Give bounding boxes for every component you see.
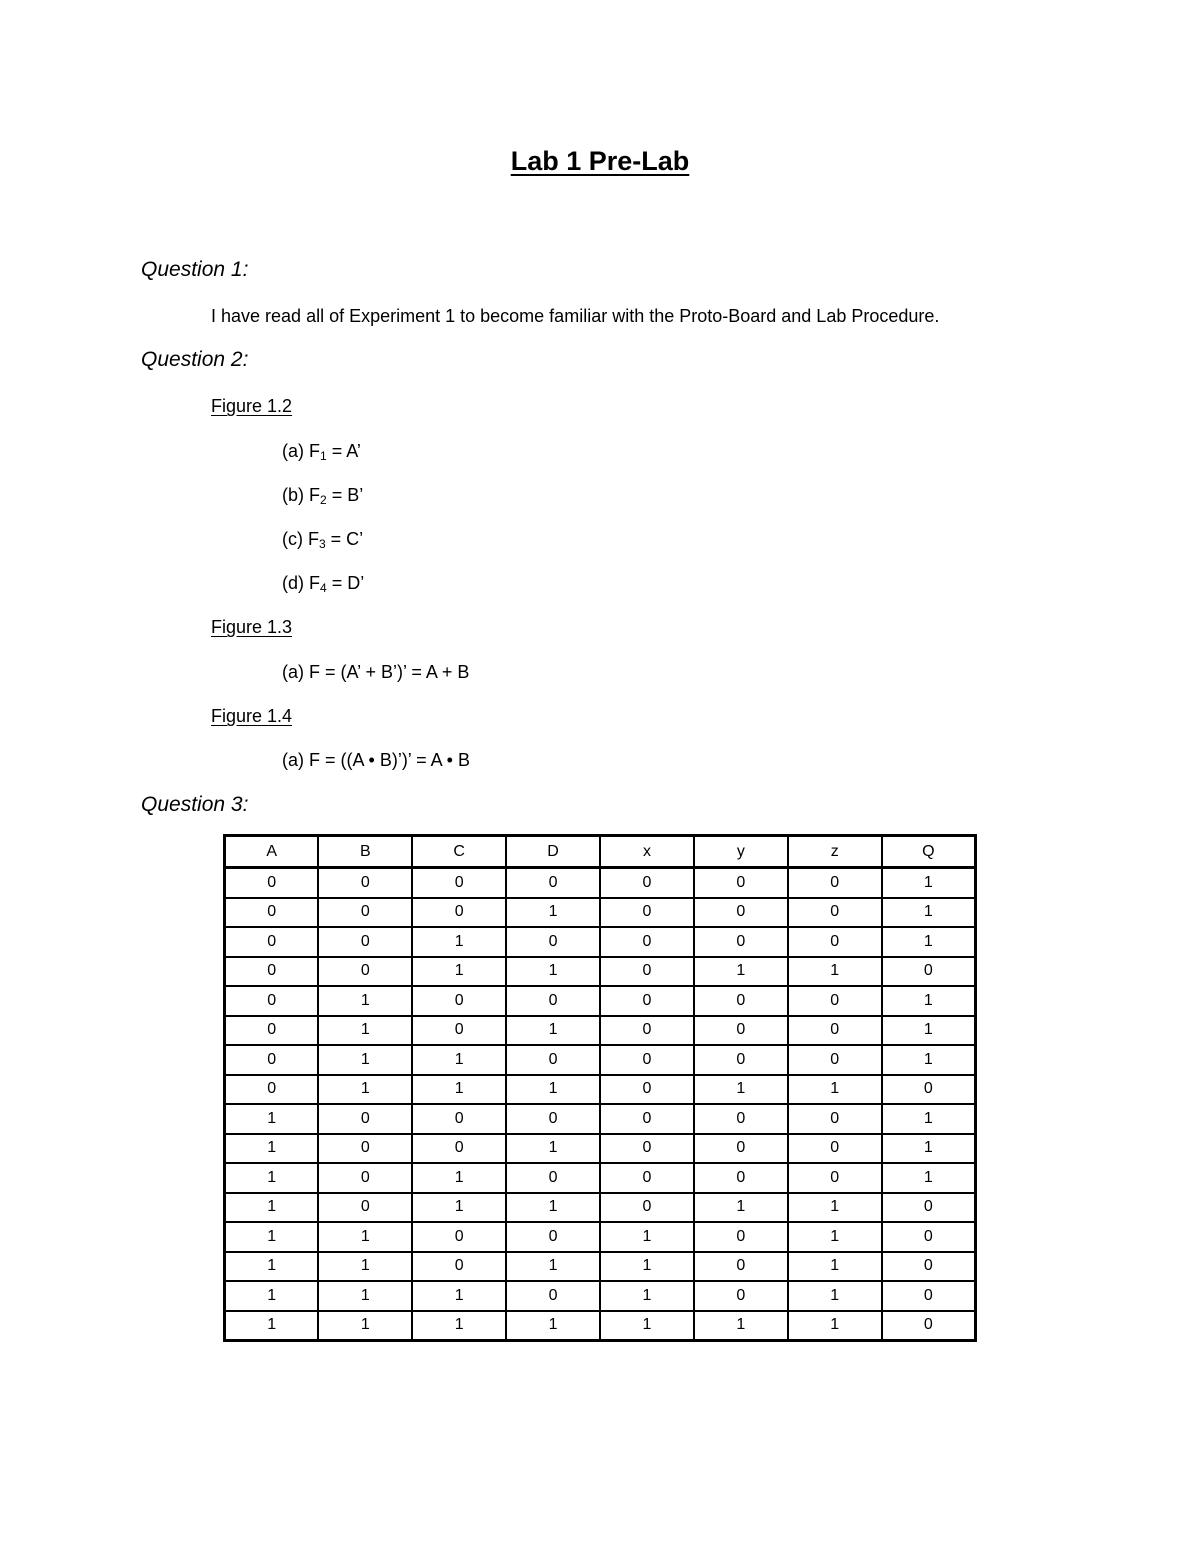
table-cell: 0 [694,1104,788,1134]
header-cell-x: x [600,836,694,868]
table-cell: 1 [506,1311,600,1341]
table-cell: 1 [882,927,976,957]
table-row [225,1104,976,1134]
table-cell: 1 [225,1193,319,1223]
table-cell: 1 [600,1222,694,1252]
table-cell: 0 [882,1193,976,1223]
header-cell-q: Q [882,836,976,868]
table-cell: 0 [318,1104,412,1134]
table-cell: 0 [506,1045,600,1075]
table-cell: 0 [225,1075,319,1105]
table-cell: 0 [600,1193,694,1223]
table-row [225,1252,976,1282]
table-cell: 0 [412,898,506,928]
table-row [225,957,976,987]
table-cell: 1 [412,957,506,987]
table-cell: 0 [600,1134,694,1164]
table-cell: 1 [788,1281,882,1311]
table-cell: 0 [600,1163,694,1193]
table-cell: 0 [318,927,412,957]
table-cell: 0 [225,898,319,928]
table-cell: 0 [225,1045,319,1075]
table-cell: 0 [506,1281,600,1311]
table-cell: 0 [882,957,976,987]
table-cell: 0 [412,1252,506,1282]
table-cell: 0 [788,1045,882,1075]
table-cell: 1 [506,1193,600,1223]
table-cell: 0 [882,1281,976,1311]
table-cell: 1 [412,1045,506,1075]
truth-table-body [225,868,976,1341]
table-cell: 0 [318,898,412,928]
table-cell: 0 [694,1281,788,1311]
figure-1-4-equation-a: (a) F = ((A • B)’)’ = A • B [282,750,470,770]
table-row [225,1193,976,1223]
table-cell: 0 [788,1134,882,1164]
table-cell: 1 [788,1222,882,1252]
table-cell: 1 [318,1075,412,1105]
table-cell: 1 [412,1163,506,1193]
table-cell: 0 [506,1222,600,1252]
table-cell: 0 [318,868,412,898]
table-row [225,898,976,928]
table-cell: 1 [225,1163,319,1193]
table-cell: 1 [225,1281,319,1311]
table-cell: 1 [318,1311,412,1341]
table-cell: 0 [318,1193,412,1223]
table-cell: 0 [694,1016,788,1046]
table-cell: 1 [506,1134,600,1164]
table-row [225,1163,976,1193]
table-row [225,986,976,1016]
table-cell: 1 [506,957,600,987]
table-cell: 0 [506,986,600,1016]
table-cell: 0 [694,1134,788,1164]
table-cell: 0 [694,868,788,898]
table-cell: 1 [788,1075,882,1105]
question-1-heading: Question 1: [141,258,249,281]
table-cell: 1 [225,1311,319,1341]
header-cell-y: y [694,836,788,868]
table-row [225,868,976,898]
table-cell: 0 [600,868,694,898]
figure-1-2-equation-b: (b) $F_2 = B$’ [282,485,364,507]
table-cell: 1 [318,1252,412,1282]
table-cell: 0 [318,957,412,987]
table-cell: 0 [318,1163,412,1193]
figure-1-4-label: Figure 1.4 [211,706,293,726]
table-cell: 1 [882,1163,976,1193]
table-cell: 1 [882,898,976,928]
table-cell: 0 [412,1222,506,1252]
table-cell: 1 [882,986,976,1016]
table-cell: 0 [788,868,882,898]
table-cell: 0 [788,986,882,1016]
table-row [225,1075,976,1105]
table-cell: 1 [318,1281,412,1311]
table-cell: 1 [882,1016,976,1046]
table-cell: 0 [225,957,319,987]
table-cell: 0 [882,1075,976,1105]
table-cell: 1 [600,1281,694,1311]
table-cell: 1 [882,1104,976,1134]
table-cell: 0 [600,1104,694,1134]
table-cell: 0 [882,1222,976,1252]
table-cell: 0 [600,927,694,957]
figure-1-2-equation-d: (d) $F_4 = D$’ [282,573,365,595]
table-cell: 1 [318,1045,412,1075]
header-cell-z: z [788,836,882,868]
table-cell: 1 [694,957,788,987]
table-cell: 0 [600,1075,694,1105]
table-cell: 0 [506,868,600,898]
table-cell: 1 [225,1104,319,1134]
figure-1-2-equation-c: (c) $F_3 = C$’ [282,529,364,551]
table-cell: 0 [225,1016,319,1046]
question-1-answer: I have read all of Experiment 1 to become familiar with the Proto-Board and Lab Procedure. [211,306,940,326]
table-cell: 0 [506,1104,600,1134]
page-title: Lab 1 Pre-Lab [510,146,690,176]
header-cell-b: B [318,836,412,868]
table-cell: 0 [788,927,882,957]
table-row [225,1045,976,1075]
table-cell: 1 [225,1134,319,1164]
table-cell: 1 [412,927,506,957]
figure-1-3-equation-a: (a) F = (A’ + B’)’ = A + B [282,662,470,682]
table-cell: 1 [694,1311,788,1341]
table-cell: 0 [882,1252,976,1282]
figure-1-3-label: Figure 1.3 [211,617,293,637]
table-cell: 0 [788,1104,882,1134]
table-cell: 1 [600,1311,694,1341]
table-cell: 0 [225,927,319,957]
table-cell: 1 [225,1222,319,1252]
table-cell: 1 [225,1252,319,1282]
table-row [225,927,976,957]
table-cell: 1 [694,1193,788,1223]
table-cell: 1 [694,1075,788,1105]
table-cell: 0 [788,1016,882,1046]
table-cell: 1 [506,1016,600,1046]
table-cell: 1 [788,1311,882,1341]
table-cell: 1 [600,1252,694,1282]
table-cell: 0 [412,986,506,1016]
table-cell: 1 [882,868,976,898]
table-cell: 0 [412,868,506,898]
table-cell: 0 [694,1252,788,1282]
table-cell: 0 [600,1016,694,1046]
table-cell: 1 [506,1252,600,1282]
table-cell: 1 [788,957,882,987]
table-cell: 1 [318,1222,412,1252]
table-cell: 0 [412,1134,506,1164]
table-cell: 1 [506,898,600,928]
table-cell: 0 [412,1104,506,1134]
table-cell: 0 [694,927,788,957]
table-cell: 1 [412,1281,506,1311]
table-cell: 0 [694,986,788,1016]
figure-1-2-equation-a: (a) $F_1 = A$’ [282,441,361,463]
table-cell: 0 [506,1163,600,1193]
table-row [225,1222,976,1252]
table-cell: 1 [882,1134,976,1164]
table-cell: 1 [412,1311,506,1341]
table-cell: 0 [318,1134,412,1164]
table-cell: 0 [694,1222,788,1252]
table-cell: 1 [788,1252,882,1282]
table-cell: 0 [882,1311,976,1341]
table-cell: 1 [882,1045,976,1075]
table-cell: 0 [412,1016,506,1046]
table-cell: 0 [694,898,788,928]
table-cell: 0 [225,868,319,898]
truth-table-header-row [225,836,976,868]
table-cell: 1 [506,1075,600,1105]
table-cell: 0 [600,957,694,987]
table-cell: 0 [225,986,319,1016]
table-cell: 0 [506,927,600,957]
table-cell: 0 [600,986,694,1016]
truth-table [223,834,977,1342]
table-row [225,1016,976,1046]
table-cell: 1 [788,1193,882,1223]
table-cell: 0 [694,1163,788,1193]
table-cell: 1 [412,1193,506,1223]
table-cell: 1 [412,1075,506,1105]
header-cell-d: D [506,836,600,868]
header-cell-a: A [225,836,319,868]
header-cell-c: C [412,836,506,868]
table-cell: 1 [318,1016,412,1046]
table-cell: 1 [318,986,412,1016]
question-3-heading: Question 3: [141,793,249,816]
table-row [225,1281,976,1311]
question-2-heading: Question 2: [141,348,249,371]
table-row [225,1134,976,1164]
table-cell: 0 [694,1045,788,1075]
table-cell: 0 [788,1163,882,1193]
table-row [225,1311,976,1341]
figure-1-2-label: Figure 1.2 [211,396,293,416]
table-cell: 0 [600,898,694,928]
table-cell: 0 [600,1045,694,1075]
table-cell: 0 [788,898,882,928]
